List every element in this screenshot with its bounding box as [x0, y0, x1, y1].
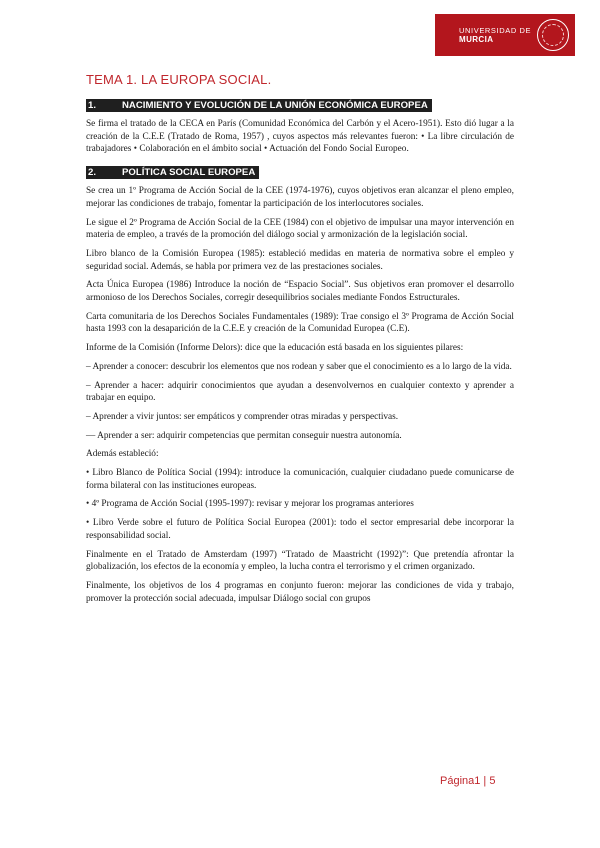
section-label: POLÍTICA SOCIAL EUROPEA [122, 167, 256, 179]
university-logo [435, 14, 575, 56]
paragraph: • Libro Blanco de Política Social (1994): introduce la comunicación, cualquier ciudadano puede comunicarse de forma bilateral con las instituciones europeas. [86, 468, 514, 491]
paragraph: Finalmente, los objetivos de los 4 programas en conjunto fueron: mejorar las condiciones de vida y trabajo, promover la protección social adecuada, impulsar Diálogo social con grupos [86, 580, 514, 604]
paragraph: Se firma el tratado de la CECA en París (Comunidad Económica del Carbón y el Acero-1951). Esto dió lugar a la creación de la C.E.E (Tratado de Roma, 1957) , cuyos aspectos más relevantes fueron: • La libre circulación de trabajadores • Colaboración en el ámbito social • Actuación del Fondo Social Europeo. [86, 119, 514, 155]
paragraph: Acta Única Europea (1986) Introduce la noción de “Espacio Social”. Sus objetivos eran promover el desarrollo armonioso de los Derechos Sociales, corregir desequilibrios sociales mediante Fondos Estructurales. [86, 280, 514, 304]
paragraph: • Libro Verde sobre el futuro de Política Social Europea (2001): todo el sector empresarial debe incorporar la responsabilidad social. [86, 518, 514, 541]
section-number: 2. [88, 167, 97, 179]
section-2-text [86, 185, 514, 605]
section-1-text [86, 118, 514, 156]
document-title: TEMA 1. LA EUROPA SOCIAL. [86, 72, 272, 87]
section-heading-1 [86, 99, 432, 112]
paragraph: Carta comunitaria de los Derechos Sociales Fundamentales (1989): Trae consigo el 3º Programa de Acción Social hasta 1993 con la desaparición de la C.E.E y creación de la Comunidad Europea (C.E). [86, 311, 514, 335]
logo-line-1: UNIVERSIDAD DE [459, 26, 532, 35]
paragraph: – Aprender a conocer: descubrir los elementos que nos rodean y saber que el conocimiento es a lo largo de la vida. [86, 361, 512, 372]
paragraph: Informe de la Comisión (Informe Delors): dice que la educación está basada en los siguientes pilares: [86, 343, 464, 354]
section-label: NACIMIENTO Y EVOLUCIÓN DE LA UNIÓN ECONÓMICA EUROPEA [122, 100, 428, 111]
paragraph: Finalmente en el Tratado de Amsterdam (1997) “Tratado de Maastricht (1992)”: Que pretendía afrontar la globalización, los efectos de la economía y empleo, la lucha contra el terrorismo y el crimen organizado. [86, 549, 514, 573]
paragraph: • 4º Programa de Acción Social (1995-1997): revisar y mejorar los programas anteriores [86, 499, 414, 510]
section-heading-2 [86, 166, 259, 179]
paragraph: Además estableció: [86, 449, 159, 460]
paragraph: – Aprender a vivir juntos: ser empáticos y comprender otras miradas y perspectivas. [86, 411, 399, 422]
paragraph: Le sigue el 2º Programa de Acción Social de la CEE (1984) con el objetivo de impulsar una mayor intervención en materia de empleo, a través de la promoción del diálogo social y armonización de la legislación social. [86, 217, 514, 241]
paragraph: Libro blanco de la Comisión Europea (1985): estableció medidas en materia de normativa sobre el empleo y seguridad social. Además, se habla por primera vez de las prestaciones sociales. [86, 248, 514, 272]
logo-line-2: MURCIA [459, 35, 494, 44]
university-seal-icon [537, 19, 569, 51]
logo-wordmark [435, 26, 535, 44]
document-body [86, 66, 514, 611]
paragraph: Se crea un 1º Programa de Acción Social de la CEE (1974-1976), cuyos objetivos eran alcanzar el pleno empleo, mejorar las condiciones de trabajo, fomentar la participación de los interlocutores sociales. [86, 186, 514, 209]
page-number: Página1 | 5 [440, 775, 496, 787]
paragraph: — Aprender a ser: adquirir competencias que permitan conseguir nuestra autonomía. [86, 430, 402, 441]
paragraph: – Aprender a hacer: adquirir conocimientos que ayudan a desenvolvernos en cualquier contexto y aprender a trabajar en equipo. [86, 380, 514, 404]
section-number: 1. [88, 100, 97, 111]
